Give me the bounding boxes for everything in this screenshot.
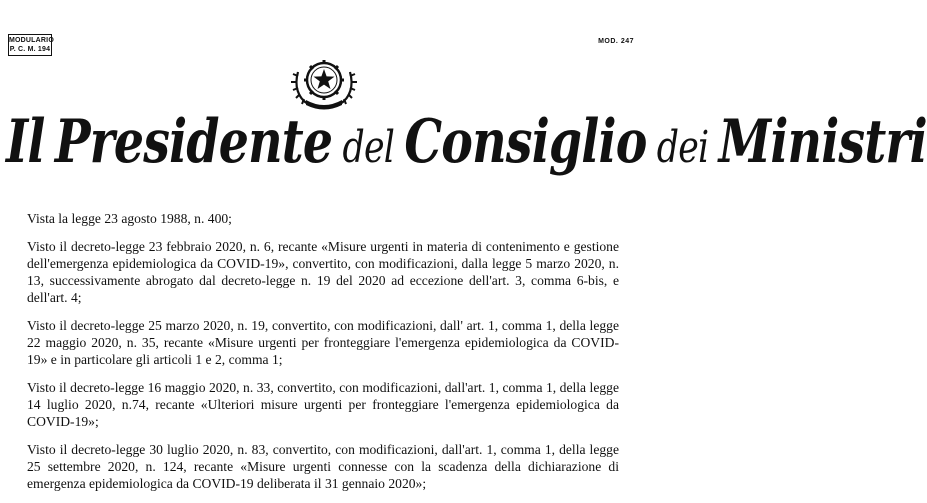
document-body — [27, 210, 619, 503]
title-word-dei: dei — [656, 122, 709, 173]
mod-code-label: MOD. 247 — [598, 38, 634, 45]
italian-republic-emblem-icon — [286, 54, 362, 110]
title-word-ministri: Ministri — [718, 107, 927, 177]
paragraph-dl-33-2020: Visto il decreto-legge 16 maggio 2020, n. 33, convertito, con modificazioni, dall'art. 1, comma 1, della legge 14 luglio 2020, n.74, recante «Ulteriori misure urgenti per fronteggiare l'emergenza epidemiologica da COVID-19»; — [27, 380, 619, 429]
form-code: P. C. M. 194 — [9, 46, 51, 53]
title-word-consiglio: Consiglio — [404, 107, 647, 177]
paragraph-dl-6-2020: Visto il decreto-legge 23 febbraio 2020, n. 6, recante «Misure urgenti in materia di contenimento e gestione dell'emergenza epidemiologica da COVID-19», convertito, con modificazioni, dalla legge 5 marzo 2020, n. 13, successivamente abrogato dal decreto-legge n. 19 del 2020 ad eccezione dell'art. 3, comma 6-bis, e dell'art. 4; — [27, 239, 619, 305]
title-word-del: del — [342, 122, 395, 173]
paragraph-dl-19-2020: Visto il decreto-legge 25 marzo 2020, n. 19, convertito, con modificazioni, dall' art. 1, comma 1, della legge 22 maggio 2020, n. 35, recante «Misure urgenti per fronteggiare l'emergenza epidemiologica da COVID-19» e in particolare gli articoli 1 e 2, comma 1; — [27, 318, 619, 367]
title-word-presidente: Presidente — [54, 107, 333, 177]
page-title — [6, 107, 927, 178]
title-word-il: Il — [6, 107, 45, 177]
paragraph-dl-83-2020: Visto il decreto-legge 30 luglio 2020, n. 83, convertito, con modificazioni, dall'art. 1, comma 1, della legge 25 settembre 2020, n. 124, recante «Misure urgenti connesse con la scadenza della dichiarazione di emergenza epidemiologica da COVID-19 deliberata il 31 gennaio 2020»; — [27, 442, 619, 491]
modulario-label: MODULARIO — [9, 37, 54, 44]
modulario-stamp — [8, 34, 52, 56]
paragraph-legge-400: Vista la legge 23 agosto 1988, n. 400; — [27, 211, 232, 226]
